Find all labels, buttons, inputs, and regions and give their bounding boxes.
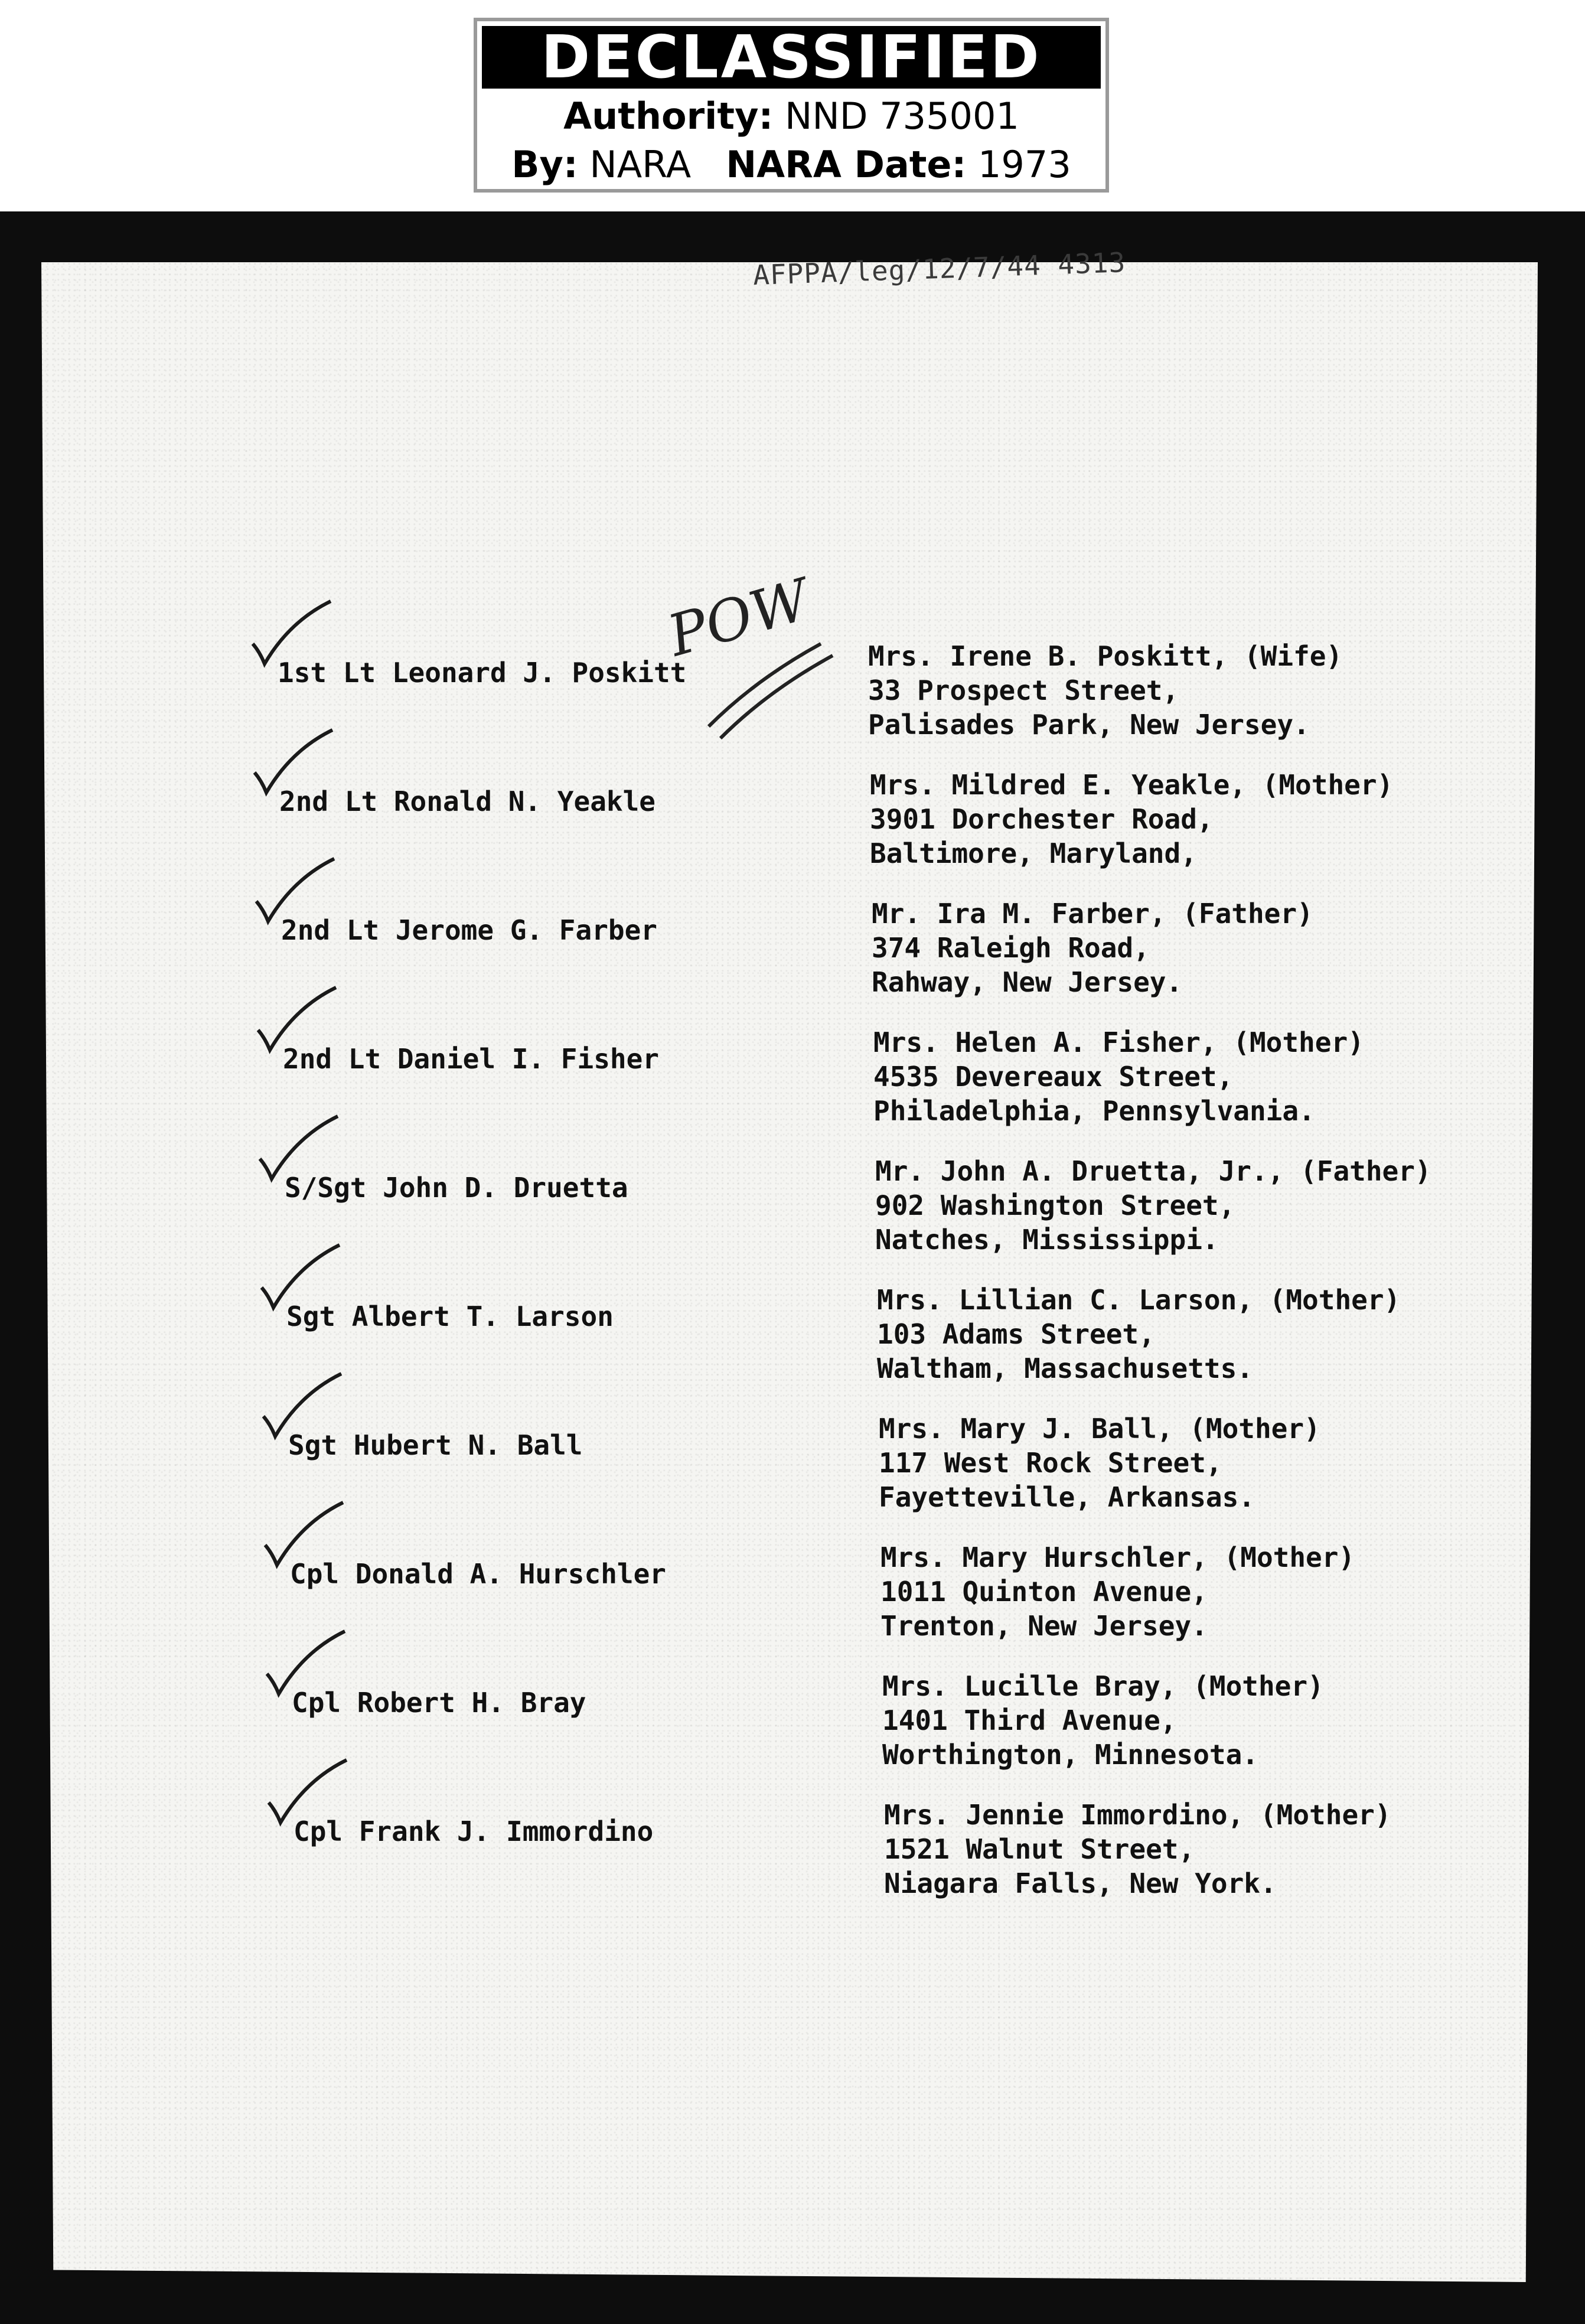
personnel-name: 2nd Lt Jerome G. Farber	[281, 914, 657, 946]
address-line: Rahway, New Jersey.	[872, 966, 1183, 998]
personnel-name: Cpl Frank J. Immordino	[293, 1815, 654, 1847]
address-line: Mrs. Helen A. Fisher, (Mother)	[873, 1026, 1364, 1058]
next-of-kin-address	[873, 1025, 1364, 1128]
address-line: 1521 Walnut Street,	[884, 1833, 1195, 1865]
next-of-kin-address	[875, 1154, 1431, 1257]
next-of-kin-address	[880, 1540, 1355, 1643]
date-label: NARA Date:	[726, 143, 967, 186]
address-line: 103 Adams Street,	[877, 1318, 1155, 1350]
personnel-name: Cpl Donald A. Hurschler	[290, 1558, 666, 1590]
personnel-name: Sgt Albert T. Larson	[286, 1300, 614, 1332]
address-line: Mr. John A. Druetta, Jr., (Father)	[875, 1155, 1431, 1187]
address-line: 902 Washington Street,	[875, 1189, 1235, 1221]
stamp-title: DECLASSIFIED	[482, 26, 1101, 89]
address-line: Natches, Mississippi.	[875, 1224, 1219, 1256]
address-line: Mrs. Lillian C. Larson, (Mother)	[877, 1284, 1401, 1316]
address-line: Mrs. Jennie Immordino, (Mother)	[884, 1799, 1391, 1831]
next-of-kin-address	[877, 1283, 1400, 1386]
address-line: Fayetteville, Arkansas.	[879, 1481, 1255, 1513]
date-value: 1973	[977, 143, 1071, 186]
address-line: 33 Prospect Street,	[868, 674, 1179, 706]
next-of-kin-address	[872, 897, 1313, 999]
address-line: Mrs. Lucille Bray, (Mother)	[882, 1670, 1324, 1702]
address-line: Philadelphia, Pennsylvania.	[873, 1095, 1315, 1127]
next-of-kin-address	[870, 768, 1393, 871]
address-line: Waltham, Massachusetts.	[877, 1352, 1253, 1384]
scanned-page	[0, 211, 1585, 2324]
personnel-name: 2nd Lt Daniel I. Fisher	[283, 1043, 659, 1075]
personnel-name: Sgt Hubert N. Ball	[288, 1429, 583, 1461]
address-line: Mr. Ira M. Farber, (Father)	[872, 898, 1313, 930]
next-of-kin-address	[882, 1669, 1324, 1772]
address-line: Mrs. Mildred E. Yeakle, (Mother)	[870, 769, 1394, 801]
address-line: 3901 Dorchester Road,	[870, 803, 1214, 835]
pow-underline-marks	[697, 638, 839, 744]
address-line: 374 Raleigh Road,	[872, 932, 1150, 964]
authority-value: NND 735001	[785, 94, 1019, 138]
address-line: Mrs. Irene B. Poskitt, (Wife)	[868, 640, 1343, 672]
address-line: Palisades Park, New Jersey.	[868, 709, 1310, 741]
document-reference: AFPPA/leg/12/7/44 4313	[752, 246, 1127, 291]
address-line: 117 West Rock Street,	[879, 1447, 1222, 1479]
personnel-name: 2nd Lt Ronald N. Yeakle	[279, 785, 655, 817]
pow-annotation: POW	[661, 566, 817, 670]
stamp-authority-line	[477, 94, 1105, 138]
address-line: 1011 Quinton Avenue,	[880, 1576, 1208, 1608]
next-of-kin-address	[868, 639, 1342, 742]
declassified-stamp	[474, 18, 1109, 193]
address-line: Trenton, New Jersey.	[880, 1610, 1208, 1642]
personnel-name: Cpl Robert H. Bray	[292, 1687, 586, 1719]
next-of-kin-address	[884, 1798, 1391, 1901]
by-value: NARA	[589, 143, 692, 186]
stamp-by-line	[477, 143, 1105, 186]
address-line: Niagara Falls, New York.	[884, 1867, 1277, 1899]
address-line: Baltimore, Maryland,	[870, 837, 1197, 869]
by-label: By:	[511, 143, 578, 186]
address-line: 1401 Third Avenue,	[882, 1704, 1177, 1736]
address-line: 4535 Devereaux Street,	[873, 1061, 1234, 1093]
next-of-kin-address	[879, 1412, 1320, 1514]
address-line: Mrs. Mary J. Ball, (Mother)	[879, 1413, 1320, 1445]
authority-label: Authority:	[563, 94, 774, 138]
address-line: Mrs. Mary Hurschler, (Mother)	[880, 1541, 1355, 1573]
address-line: Worthington, Minnesota.	[882, 1739, 1258, 1771]
personnel-name: 1st Lt Leonard J. Poskitt	[278, 657, 687, 689]
personnel-name: S/Sgt John D. Druetta	[285, 1172, 628, 1204]
